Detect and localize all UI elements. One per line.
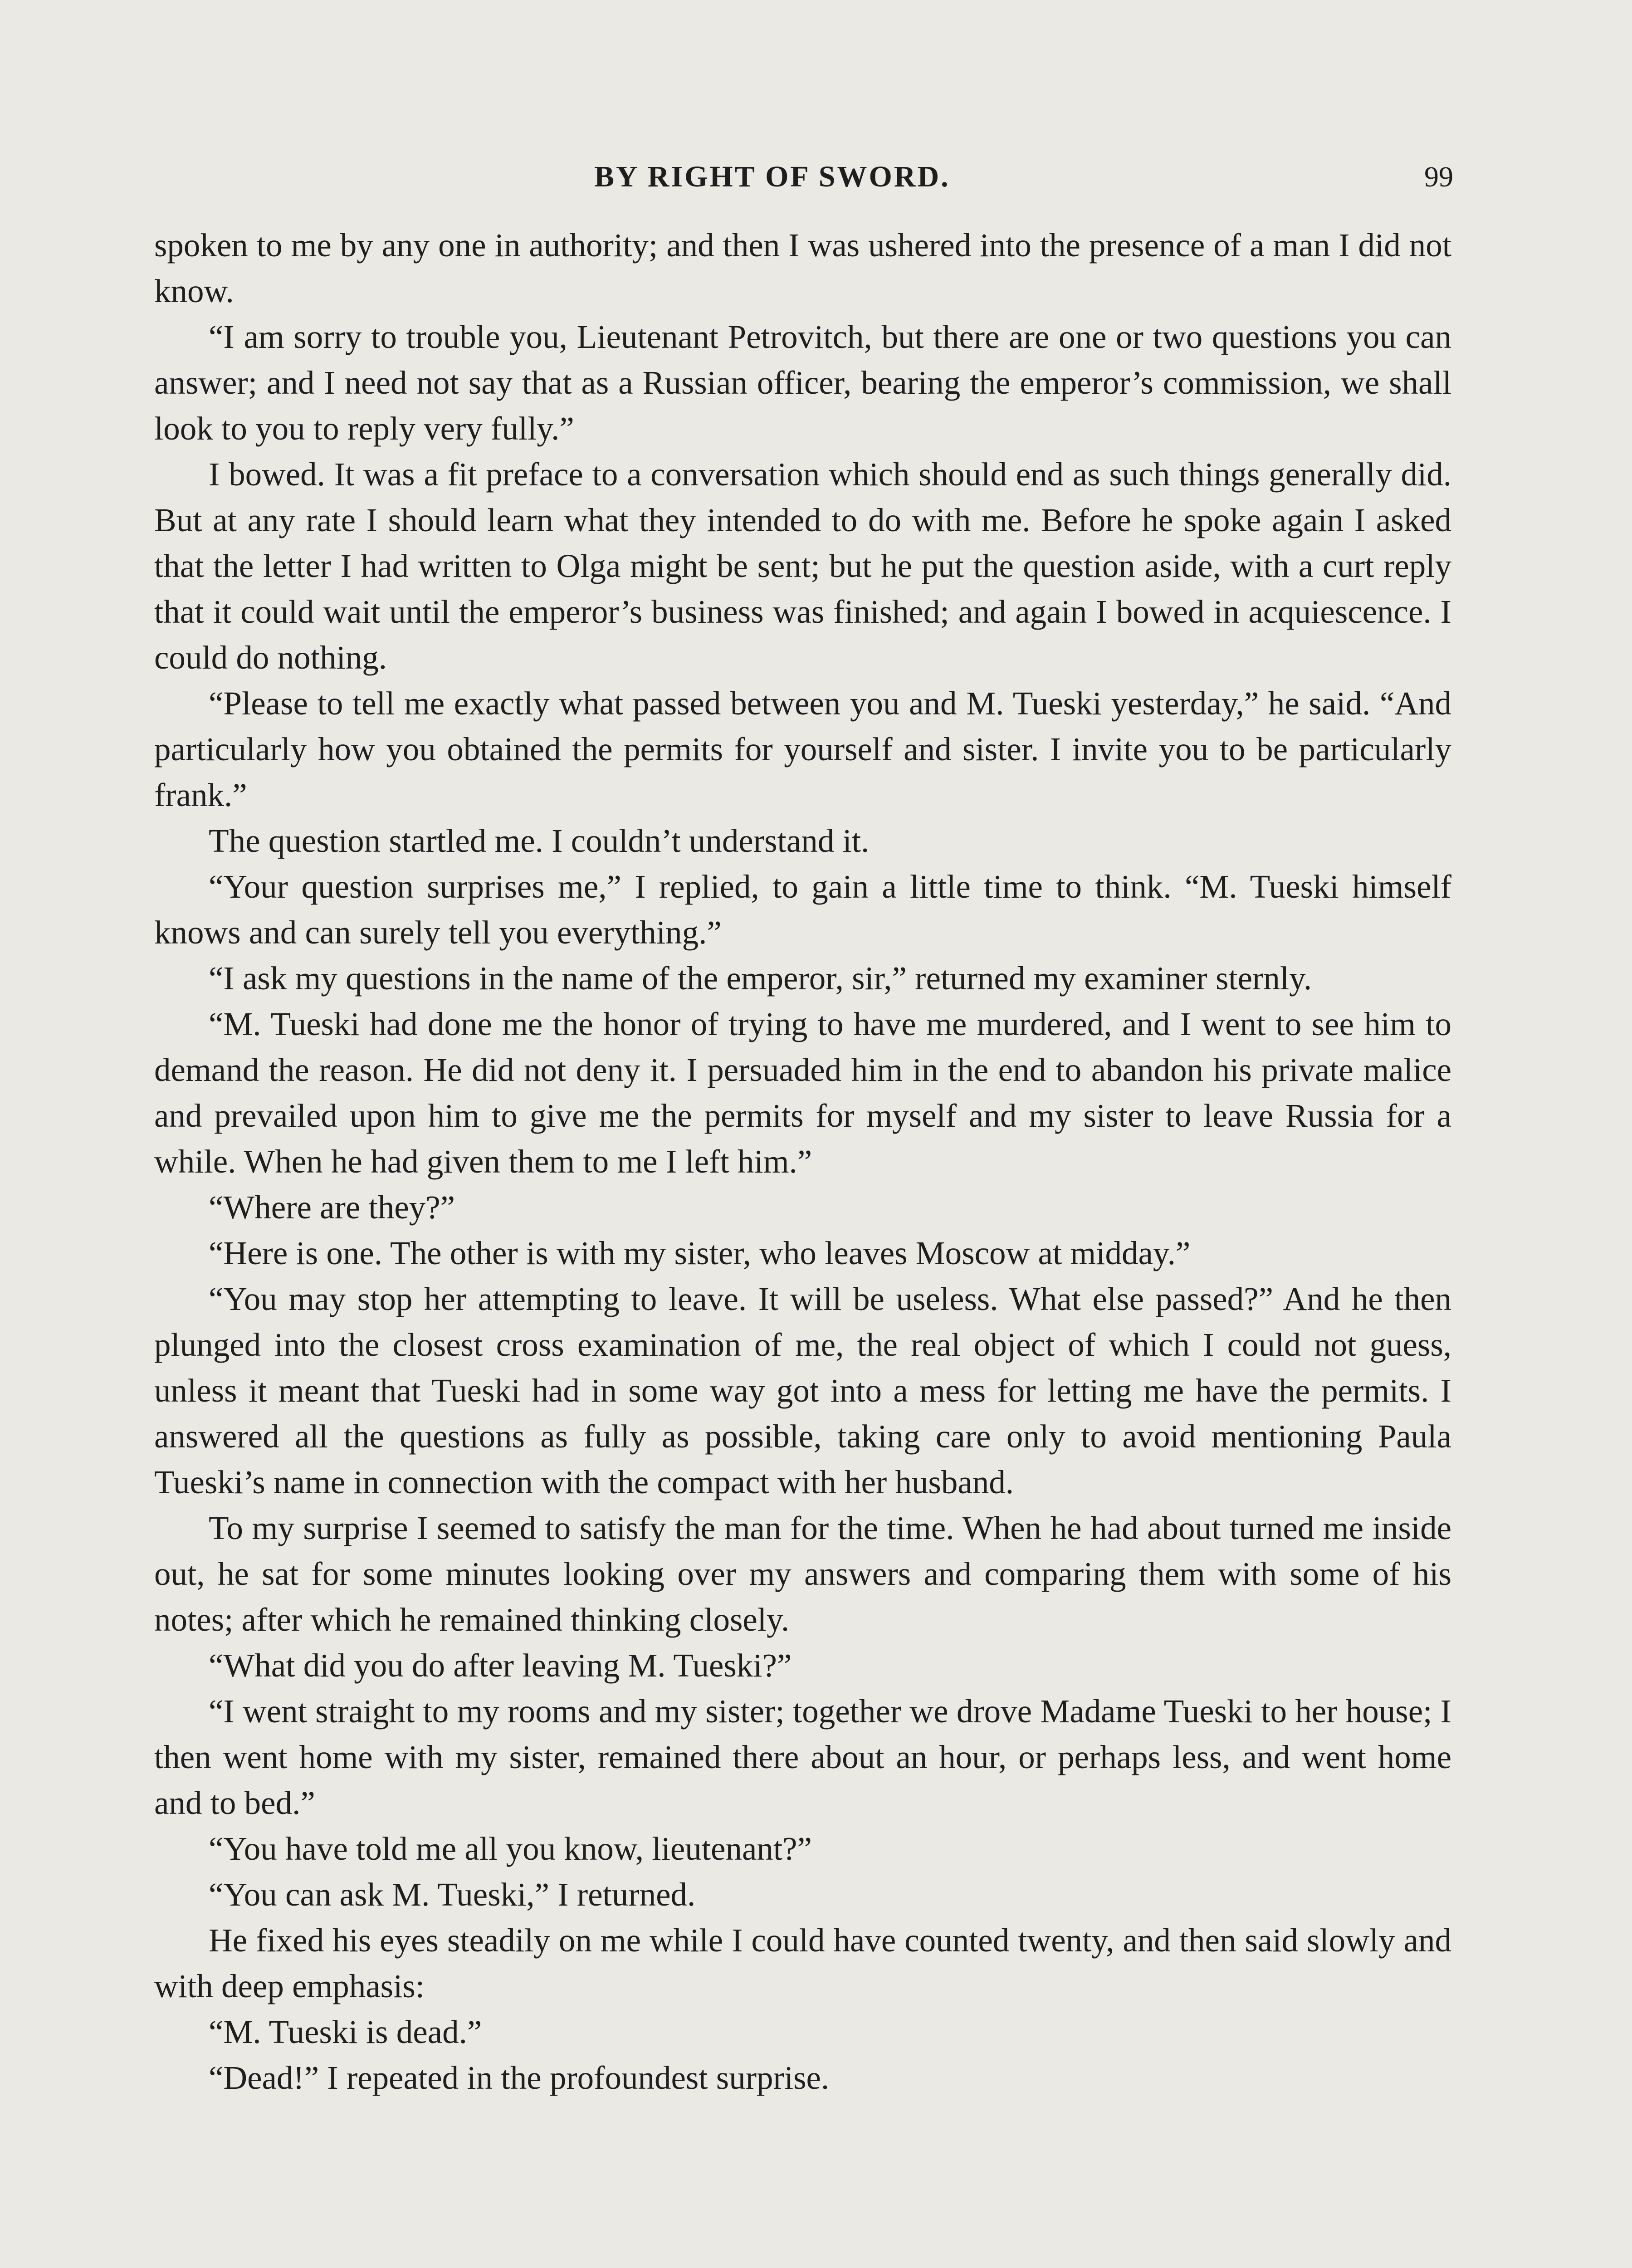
paragraph: The question startled me. I couldn’t understand it. xyxy=(209,822,870,859)
paragraph: To my surprise I seemed to satisfy the man for the time. When he had about turned me inside out, he sat for some minutes looking over my answers and comparing them with some of his notes; after which he remained thinking closely. xyxy=(154,1510,1451,1638)
body-text xyxy=(154,222,1451,2101)
paragraph: He fixed his eyes steadily on me while I could have counted twenty, and then said slowly and with deep emphasis: xyxy=(154,1922,1451,2004)
paragraph: “M. Tueski is dead.” xyxy=(209,2014,482,2050)
page-header xyxy=(0,152,1632,202)
paragraph: spoken to me by any one in authority; and then I was ushered into the presence of a man I did not know. xyxy=(154,227,1451,309)
running-title: BY RIGHT OF SWORD. xyxy=(594,160,950,193)
paragraph: “I am sorry to trouble you, Lieutenant Petrovitch, but there are one or two questions you can answer; and I need not say that as a Russian officer, bearing the emperor’s commission, we shall look to you to reply very fully.” xyxy=(154,318,1451,447)
paragraph: “Your question surprises me,” I replied, to gain a little time to think. “M. Tueski himself knows and can surely tell you everything.” xyxy=(154,868,1451,951)
paragraph: “You may stop her attempting to leave. It will be useless. What else passed?” And he then plunged into the closest cross examination of me, the real object of which I could not guess, unless it meant that Tueski had in some way got into a mess for letting me have the permits. I answered all the questions as fully as possible, taking care only to avoid mentioning Paula Tueski’s name in connection with the compact with her husband. xyxy=(154,1281,1451,1501)
paragraph: “M. Tueski had done me the honor of trying to have me murdered, and I went to see him to demand the reason. He did not deny it. I persuaded him in the end to abandon his private malice and prevailed upon him to give me the permits for myself and my sister to leave Russia for a while. When he had given them to me I left him.” xyxy=(154,1006,1451,1180)
paragraph: “You can ask M. Tueski,” I returned. xyxy=(209,1876,696,1913)
paragraph: “Where are they?” xyxy=(209,1189,455,1226)
paragraph: “I ask my questions in the name of the emperor, sir,” returned my examiner sternly. xyxy=(209,960,1312,997)
page-number: 99 xyxy=(1424,161,1453,193)
paragraph: I bowed. It was a fit preface to a conversation which should end as such things generally did. But at any rate I should learn what they intended to do with me. Before he spoke again I asked that the letter I had written to Olga might be sent; but he put the question aside, with a curt reply that it could wait until the emperor’s business was finished; and again I bowed in acquiescence. I could do nothing. xyxy=(154,456,1451,676)
paragraph: “You have told me all you know, lieutenant?” xyxy=(209,1830,812,1867)
paragraph: “I went straight to my rooms and my sister; together we drove Madame Tueski to her house; I then went home with my sister, remained there about an hour, or perhaps less, and went home and to bed.” xyxy=(154,1693,1451,1821)
paragraph: “Please to tell me exactly what passed between you and M. Tueski yesterday,” he said. “And particularly how you obtained the permits for yourself and sister. I invite you to be particularly frank.” xyxy=(154,685,1451,813)
paragraph: “Here is one. The other is with my sister, who leaves Moscow at midday.” xyxy=(209,1235,1191,1271)
paragraph: “What did you do after leaving M. Tueski?” xyxy=(209,1647,792,1684)
paragraph: “Dead!” I repeated in the profoundest surprise. xyxy=(209,2059,830,2096)
